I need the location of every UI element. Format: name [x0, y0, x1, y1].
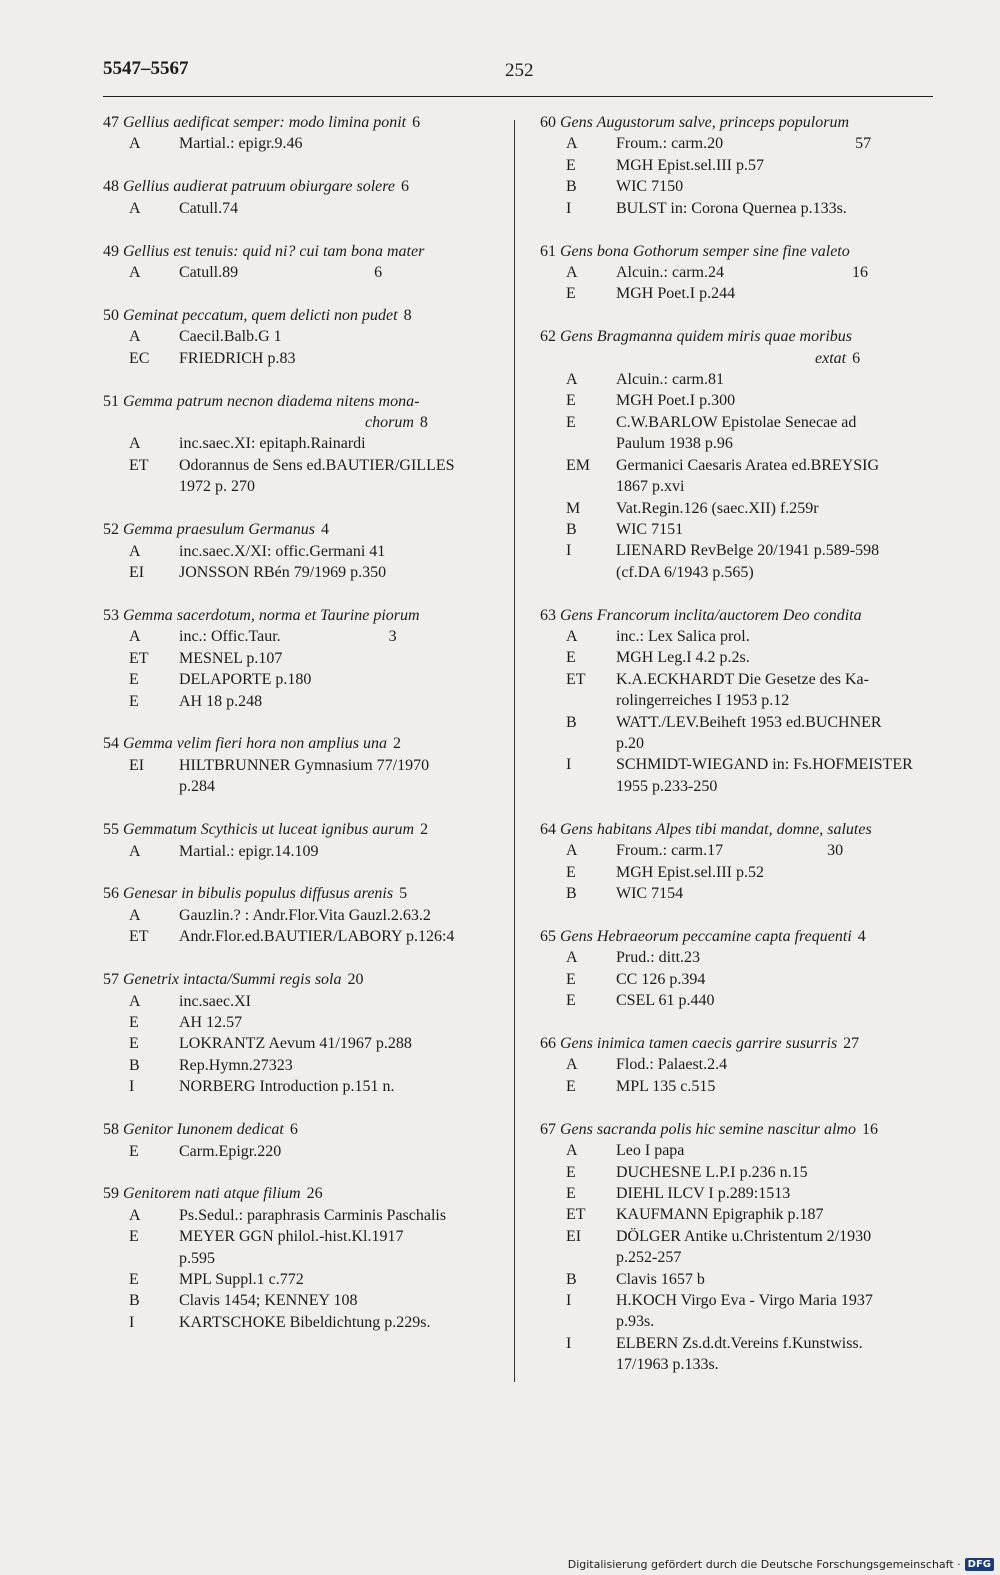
entry-heading [103, 969, 508, 990]
entry-heading [103, 605, 508, 626]
reference-text: inc.saec.XI: epitaph.Rainardi [179, 435, 366, 453]
page-header [103, 58, 933, 97]
reference-text: Clavis 1454; KENNEY 108 [179, 1292, 358, 1310]
reference-line [540, 540, 960, 583]
entry-incipit: Gens sacranda polis hic semine nascitur almo [560, 1120, 856, 1138]
reference-line [103, 433, 508, 454]
entry-incipit: Genesar in bibulis populus diffusus arenis [123, 885, 394, 903]
verse-count: 6 [852, 349, 861, 367]
reference-text: Caecil.Balb.G 1 [179, 328, 282, 346]
reference-line [103, 1012, 508, 1033]
source-type-code: ET [129, 649, 149, 667]
reference-text: HILTBRUNNER Gymnasium 77/1970 p.284 [179, 756, 430, 796]
verse-count: 2 [392, 735, 401, 753]
entry-number: 66 [540, 1035, 560, 1053]
entry-incipit: Gens inimica tamen caecis garrire susurris [560, 1035, 838, 1053]
source-type-code: E [566, 156, 576, 174]
verse-count: 6 [400, 178, 409, 196]
entry-number: 62 [540, 328, 560, 346]
reference-line [103, 1033, 508, 1054]
source-type-code: A [566, 135, 578, 153]
index-entry [103, 112, 508, 155]
entry-heading [103, 112, 508, 133]
entry-heading [103, 391, 508, 412]
source-type-code: I [566, 199, 572, 217]
reference-text: inc.: Offic.Taur. 3 [179, 628, 397, 646]
entry-number: 53 [103, 606, 123, 624]
reference-line [540, 283, 960, 304]
reference-text: Catull.74 [179, 199, 239, 217]
reference-line [540, 519, 960, 540]
entry-number: 55 [103, 821, 123, 839]
entry-heading [103, 1119, 508, 1140]
source-type-code: I [566, 1334, 572, 1352]
reference-line [540, 1076, 960, 1097]
reference-text: CSEL 61 p.440 [616, 992, 715, 1010]
entry-number: 59 [103, 1185, 123, 1203]
verse-count: 8 [419, 414, 428, 432]
source-type-code: B [566, 1270, 577, 1288]
reference-text: Vat.Regin.126 (saec.XII) f.259r [616, 499, 819, 517]
entry-heading [540, 1033, 960, 1054]
index-entry [540, 241, 960, 305]
source-type-code: E [129, 671, 139, 689]
entry-incipit: Gens Augustorum salve, princeps populorum [560, 114, 850, 131]
reference-line [103, 1055, 508, 1076]
reference-text: Germanici Caesaris Aratea ed.BREYSIG 1867 p.xvi [616, 456, 880, 496]
reference-line [540, 990, 960, 1011]
index-entry [540, 326, 960, 583]
entry-heading [540, 605, 960, 626]
reference-text: WIC 7154 [616, 885, 684, 902]
reference-line [540, 262, 960, 283]
source-type-code: E [566, 992, 576, 1010]
reference-text: H.KOCH Virgo Eva - Virgo Maria 1937 p.93s. [616, 1292, 873, 1331]
source-type-code: E [566, 285, 576, 303]
reference-text: MPL Suppl.1 c.772 [179, 1271, 304, 1289]
reference-line [540, 1290, 960, 1333]
footer-text: Digitalisierung gefördert durch die Deutsche Forschungsgemeinschaft · [567, 1558, 961, 1571]
reference-text: Froum.: carm.20 57 [616, 135, 872, 153]
entry-incipit: Gemma velim fieri hora non amplius una [123, 735, 387, 753]
reference-text: WATT./LEV.Beiheft 1953 ed.BUCHNER p.20 [616, 713, 882, 753]
reference-line [103, 1226, 508, 1269]
source-type-code: E [566, 1077, 576, 1095]
verse-count: 4 [857, 927, 866, 945]
reference-line [540, 198, 960, 219]
source-type-code: B [566, 178, 577, 196]
entry-range: 5547–5567 [103, 58, 189, 79]
reference-line [103, 905, 508, 926]
source-type-code: A [566, 949, 578, 967]
entry-incipit: Gemma patrum necnon diadema nitens mona- [123, 392, 420, 410]
reference-line [540, 455, 960, 498]
reference-text: MGH Poet.I p.300 [616, 392, 736, 410]
entry-incipit-continuation: extat [815, 349, 847, 367]
entry-heading [103, 1183, 508, 1204]
source-type-code: B [129, 1292, 140, 1310]
entry-number: 49 [103, 242, 123, 260]
source-type-code: E [566, 413, 576, 431]
reference-line [103, 541, 508, 562]
entry-incipit: Gens Bragmanna quidem miris quae moribus [560, 328, 852, 346]
reference-line [103, 1076, 508, 1097]
reference-line [540, 1054, 960, 1075]
entry-incipit: Gemma sacerdotum, norma et Taurine piorum [123, 606, 420, 624]
source-type-code: ET [129, 928, 149, 946]
reference-text: DUCHESNE L.P.I p.236 n.15 [616, 1163, 808, 1181]
reference-line [540, 754, 960, 797]
index-entry [540, 605, 960, 798]
verse-count: 2 [420, 821, 429, 839]
source-type-code: E [129, 1271, 139, 1289]
reference-text: LIENARD RevBelge 20/1941 p.589-598 (cf.DA 6/1943 p.565) [616, 542, 880, 581]
verse-count: 6 [289, 1121, 298, 1139]
reference-text: AH 12.57 [179, 1014, 243, 1031]
reference-line [103, 691, 508, 712]
entry-heading [103, 519, 508, 540]
entry-incipit: Gens bona Gothorum semper sine fine valeto [560, 242, 850, 260]
entry-incipit: Genetrix intacta/Summi regis sola [123, 971, 342, 989]
reference-line [540, 1226, 960, 1269]
reference-text: Catull.89 6 [179, 264, 383, 282]
reference-text: SCHMIDT-WIEGAND in: Fs.HOFMEISTER 1955 p.233-250 [616, 756, 913, 795]
index-entry [103, 305, 508, 369]
source-type-code: E [129, 1014, 139, 1031]
entry-heading-continuation [540, 348, 960, 369]
reference-line [103, 562, 508, 583]
source-type-code: B [566, 713, 577, 731]
source-type-code: B [129, 1056, 140, 1074]
reference-text: FRIEDRICH p.83 [179, 349, 296, 367]
index-entry [103, 241, 508, 284]
source-type-code: EI [129, 564, 145, 581]
reference-text: LOKRANTZ Aevum 41/1967 p.288 [179, 1035, 412, 1053]
reference-text: Leo I papa [616, 1142, 685, 1160]
reference-line [540, 390, 960, 411]
reference-text: MEYER GGN philol.-hist.Kl.1917 p.595 [179, 1228, 404, 1267]
source-type-code: A [129, 328, 141, 346]
source-type-code: E [566, 649, 576, 667]
source-type-code: I [129, 1078, 135, 1096]
reference-line [540, 947, 960, 968]
entry-number: 67 [540, 1120, 560, 1138]
entry-heading [103, 305, 508, 326]
entry-incipit: Gens Francorum inclita/auctorem Deo condita [560, 606, 862, 624]
reference-line [103, 262, 508, 283]
reference-line [540, 133, 960, 154]
source-type-code: A [129, 992, 141, 1010]
source-type-code: E [129, 1228, 139, 1246]
reference-line [540, 155, 960, 176]
source-type-code: A [129, 135, 141, 153]
entry-incipit-continuation: chorum [365, 414, 414, 432]
source-type-code: A [129, 264, 141, 282]
reference-text: Alcuin.: carm.81 [616, 371, 724, 389]
reference-line [540, 1269, 960, 1290]
source-type-code: A [566, 628, 578, 646]
index-entry [540, 1119, 960, 1376]
index-entry [103, 519, 508, 583]
index-entry [103, 1119, 508, 1162]
column-divider [514, 120, 515, 1382]
reference-text: Rep.Hymn.27323 [179, 1056, 293, 1074]
source-type-code: EI [566, 1227, 582, 1245]
entry-number: 65 [540, 927, 560, 945]
reference-text: Ps.Sedul.: paraphrasis Carminis Paschalis [179, 1206, 447, 1224]
reference-text: MGH Epist.sel.III p.52 [616, 863, 764, 881]
reference-line [103, 1205, 508, 1226]
source-type-code: A [129, 542, 141, 560]
reference-text: MGH Leg.I 4.2 p.2s. [616, 649, 750, 667]
dfg-logo: DFG [965, 1558, 994, 1571]
reference-line [103, 1269, 508, 1290]
reference-text: MESNEL p.107 [179, 649, 283, 667]
reference-line [540, 840, 960, 861]
index-entry [103, 1183, 508, 1333]
reference-line [103, 755, 508, 798]
reference-text: MGH Epist.sel.III p.57 [616, 156, 764, 174]
entry-incipit: Gellius aedificat semper: modo limina ponit [123, 114, 407, 131]
reference-text: inc.saec.XI [179, 992, 251, 1010]
entry-heading [103, 176, 508, 197]
reference-line [103, 926, 508, 947]
source-type-code: A [566, 1142, 578, 1160]
reference-text: Clavis 1657 b [616, 1270, 705, 1288]
source-type-code: E [566, 1184, 576, 1202]
reference-text: KAUFMANN Epigraphik p.187 [616, 1206, 824, 1224]
index-entry [540, 112, 960, 219]
reference-text: JONSSON RBén 79/1969 p.350 [179, 564, 387, 581]
reference-text: Alcuin.: carm.24 16 [616, 263, 868, 281]
reference-text: Andr.Flor.ed.BAUTIER/LABORY p.126:4 [179, 928, 455, 946]
reference-text: KARTSCHOKE Bibeldichtung p.229s. [179, 1313, 431, 1331]
source-type-code: ET [129, 456, 149, 474]
entry-incipit: Gemmatum Scythicis ut luceat ignibus aurum [123, 821, 415, 839]
source-type-code: A [566, 371, 578, 389]
entry-heading [540, 819, 960, 840]
index-entry [103, 733, 508, 797]
index-entry [540, 1033, 960, 1097]
reference-line [540, 969, 960, 990]
reference-line [103, 991, 508, 1012]
reference-line [103, 198, 508, 219]
reference-text: Prud.: ditt.23 [616, 949, 701, 967]
index-entry [103, 391, 508, 498]
entry-number: 60 [540, 114, 560, 131]
reference-text: MPL 135 c.515 [616, 1077, 716, 1095]
reference-line [540, 669, 960, 712]
source-type-code: A [566, 263, 578, 281]
source-type-code: A [129, 906, 141, 924]
reference-line [540, 1333, 960, 1376]
reference-line [540, 626, 960, 647]
reference-line [103, 1312, 508, 1333]
reference-text: Odorannus de Sens ed.BAUTIER/GILLES 1972 p. 270 [179, 456, 455, 496]
verse-count: 26 [306, 1185, 323, 1203]
reference-text: Martial.: epigr.9.46 [179, 135, 303, 153]
reference-text: WIC 7150 [616, 178, 684, 196]
source-type-code: I [566, 542, 572, 560]
reference-text: Flod.: Palaest.2.4 [616, 1056, 728, 1074]
reference-line [103, 455, 508, 498]
reference-line [540, 647, 960, 668]
source-type-code: EC [129, 349, 150, 367]
entry-number: 57 [103, 971, 123, 989]
reference-text: Martial.: epigr.14.109 [179, 842, 319, 860]
reference-text: Froum.: carm.17 30 [616, 842, 844, 860]
entry-incipit: Genitor Iunonem dedicat [123, 1121, 284, 1139]
source-type-code: I [566, 756, 572, 774]
entry-number: 48 [103, 178, 123, 196]
reference-line [540, 1183, 960, 1204]
reference-text: Gauzlin.? : Andr.Flor.Vita Gauzl.2.63.2 [179, 906, 431, 924]
reference-line [540, 1204, 960, 1225]
reference-text: ELBERN Zs.d.dt.Vereins f.Kunstwiss. 17/1963 p.133s. [616, 1334, 863, 1374]
verse-count: 8 [403, 306, 412, 324]
page-number: 252 [505, 60, 534, 81]
source-type-code: E [129, 692, 139, 710]
source-type-code: E [566, 1163, 576, 1181]
reference-line [540, 1140, 960, 1161]
source-type-code: A [566, 1056, 578, 1074]
verse-count: 27 [843, 1035, 860, 1053]
entry-incipit: Gens habitans Alpes tibi mandat, domne, salutes [560, 820, 872, 838]
entry-incipit: Gens Hebraeorum peccamine capta frequenti [560, 927, 852, 945]
entry-number: 56 [103, 885, 123, 903]
reference-line [103, 626, 508, 647]
entry-heading [103, 819, 508, 840]
entry-incipit: Geminat peccatum, quem delicti non pudet [123, 306, 398, 324]
source-type-code: E [566, 970, 576, 988]
entry-heading [540, 112, 960, 133]
entry-number: 54 [103, 735, 123, 753]
entry-number: 47 [103, 114, 123, 131]
reference-text: BULST in: Corona Quernea p.133s. [616, 199, 847, 217]
entry-incipit: Genitorem nati atque filium [123, 1185, 301, 1203]
reference-text: inc.: Lex Salica prol. [616, 628, 750, 646]
entry-number: 61 [540, 242, 560, 260]
reference-line [540, 883, 960, 904]
reference-line [103, 1141, 508, 1162]
verse-count: 20 [347, 971, 364, 989]
source-type-code: E [129, 1035, 139, 1053]
reference-line [103, 1290, 508, 1311]
entry-number: 50 [103, 306, 123, 324]
reference-line [540, 862, 960, 883]
reference-text: DELAPORTE p.180 [179, 671, 312, 689]
digitization-footer [568, 1558, 994, 1571]
entry-number: 51 [103, 392, 123, 410]
reference-text: C.W.BARLOW Epistolae Senecae ad Paulum 1938 p.96 [616, 413, 857, 453]
source-type-code: B [566, 885, 577, 902]
entry-heading [103, 883, 508, 904]
entry-incipit: Gellius audierat patruum obiurgare solere [123, 178, 395, 196]
reference-line [540, 176, 960, 197]
entry-number: 63 [540, 606, 560, 624]
reference-text: MGH Poet.I p.244 [616, 285, 736, 303]
reference-line [103, 326, 508, 347]
source-type-code: E [129, 1142, 139, 1160]
verse-count: 6 [412, 114, 421, 131]
entry-heading [103, 733, 508, 754]
entry-heading [540, 1119, 960, 1140]
reference-line [540, 369, 960, 390]
right-column [540, 112, 960, 1397]
entry-heading [540, 241, 960, 262]
source-type-code: I [566, 1292, 572, 1309]
reference-text: WIC 7151 [616, 520, 684, 538]
reference-text: NORBERG Introduction p.151 n. [179, 1078, 395, 1096]
index-entry [103, 969, 508, 1097]
reference-line [103, 669, 508, 690]
reference-line [540, 712, 960, 755]
reference-line [103, 841, 508, 862]
source-type-code: M [566, 499, 581, 517]
entry-heading [103, 241, 508, 262]
source-type-code: A [129, 1206, 141, 1224]
source-type-code: A [129, 435, 141, 453]
verse-count: 5 [399, 885, 408, 903]
entry-number: 58 [103, 1121, 123, 1139]
index-entry [103, 819, 508, 862]
source-type-code: E [566, 863, 576, 881]
reference-text: K.A.ECKHARDT Die Gesetze des Ka- rolingerreiches I 1953 p.12 [616, 670, 869, 710]
source-type-code: A [129, 628, 141, 646]
reference-line [103, 648, 508, 669]
entry-incipit: Gellius est tenuis: quid ni? cui tam bona mater [123, 242, 425, 260]
reference-text: CC 126 p.394 [616, 970, 706, 988]
source-type-code: ET [566, 1206, 586, 1224]
index-entry [103, 883, 508, 947]
source-type-code: EI [129, 756, 145, 774]
left-column [103, 112, 508, 1355]
reference-line [540, 498, 960, 519]
reference-line [540, 412, 960, 455]
index-entry [540, 819, 960, 905]
entry-number: 52 [103, 521, 123, 539]
source-type-code: E [566, 392, 576, 410]
reference-line [540, 1162, 960, 1183]
source-type-code: A [129, 199, 141, 217]
reference-line [103, 133, 508, 154]
reference-text: inc.saec.X/XI: offic.Germani 41 [179, 542, 386, 560]
entry-incipit: Gemma praesulum Germanus [123, 521, 315, 539]
reference-text: Carm.Epigr.220 [179, 1142, 282, 1160]
reference-text: DIEHL ILCV I p.289:1513 [616, 1184, 791, 1202]
entry-heading [540, 326, 960, 347]
source-type-code: ET [566, 670, 586, 688]
index-entry [540, 926, 960, 1012]
entry-number: 64 [540, 820, 560, 838]
index-entry [103, 176, 508, 219]
reference-text: AH 18 p.248 [179, 692, 263, 710]
entry-heading [540, 926, 960, 947]
source-type-code: I [129, 1313, 135, 1331]
reference-text: DÖLGER Antike u.Christentum 2/1930 p.252-257 [616, 1227, 872, 1267]
source-type-code: EM [566, 456, 590, 474]
source-type-code: A [129, 842, 141, 860]
entry-heading-continuation [103, 412, 508, 433]
verse-count: 16 [861, 1120, 878, 1138]
verse-count: 4 [320, 521, 329, 539]
index-entry [103, 605, 508, 712]
reference-line [103, 348, 508, 369]
source-type-code: A [566, 842, 578, 860]
source-type-code: B [566, 520, 577, 538]
